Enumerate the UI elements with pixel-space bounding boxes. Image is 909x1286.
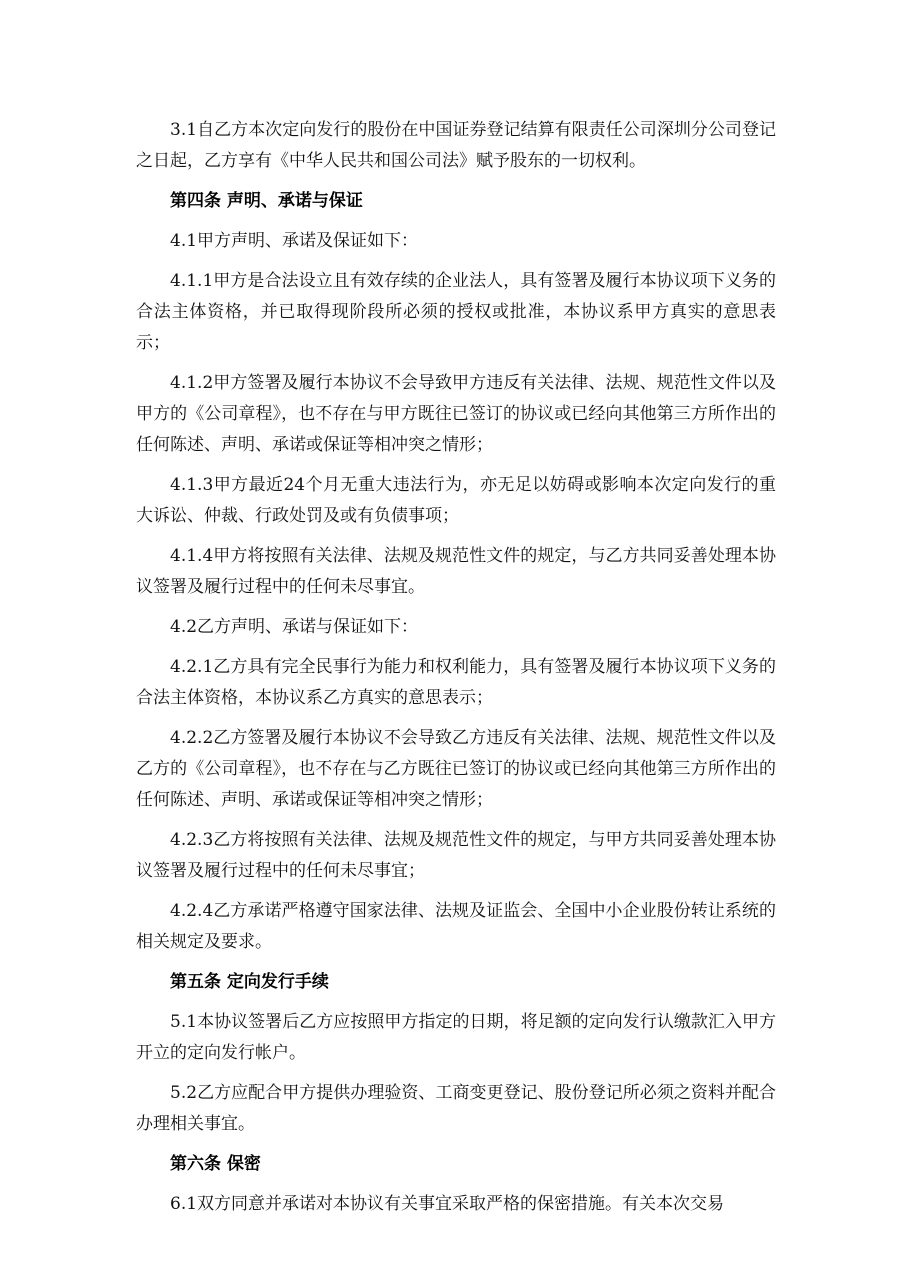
clause-4-2-1: 4.2.1乙方具有完全民事行为能力和权利能力，具有签署及履行本协议项下义务的合法主体资格，本协议系乙方真实的意思表示； <box>136 657 776 708</box>
article-5-heading: 第五条 定向发行手续 <box>170 972 329 992</box>
document-body <box>136 115 776 1229</box>
clause-4-1-3: 4.1.3甲方最近24个月无重大违法行为，亦无足以妨碍或影响本次定向发行的重大诉讼、仲裁、行政处罚及或有负债事项； <box>136 475 776 526</box>
article-4-heading: 第四条 声明、承诺与保证 <box>170 191 363 211</box>
clause-6-1: 6.1双方同意并承诺对本协议有关事宜采取严格的保密措施。有关本次交易 <box>170 1194 725 1214</box>
clause-4-2-3: 4.2.3乙方将按照有关法律、法规及规范性文件的规定，与甲方共同妥善处理本协议签署及履行过程中的任何未尽事宜； <box>136 830 776 881</box>
clause-4-2-4: 4.2.4乙方承诺严格遵守国家法律、法规及证监会、全国中小企业股份转让系统的相关规定及要求。 <box>136 901 776 952</box>
clause-4-2: 4.2乙方声明、承诺与保证如下： <box>170 617 419 637</box>
clause-5-1: 5.1本协议签署后乙方应按照甲方指定的日期，将足额的定向发行认缴款汇入甲方开立的定向发行帐户。 <box>136 1012 776 1063</box>
clause-4-2-2: 4.2.2乙方签署及履行本协议不会导致乙方违反有关法律、法规、规范性文件以及乙方的《公司章程》，也不存在与乙方既往已签订的协议或已经向其他第三方所作出的任何陈述、声明、承诺或保证等相冲突之情形； <box>136 728 776 810</box>
clause-5-2: 5.2乙方应配合甲方提供办理验资、工商变更登记、股份登记所必须之资料并配合办理相关事宜。 <box>136 1083 776 1134</box>
clause-3-1: 3.1自乙方本次定向发行的股份在中国证券登记结算有限责任公司深圳分公司登记之日起，乙方享有《中华人民共和国公司法》赋予股东的一切权利。 <box>136 120 776 171</box>
clause-4-1-4: 4.1.4甲方将按照有关法律、法规及规范性文件的规定，与乙方共同妥善处理本协议签署及履行过程中的任何未尽事宜。 <box>136 546 776 597</box>
clause-4-1-1: 4.1.1甲方是合法设立且有效存续的企业法人，具有签署及履行本协议项下义务的合法主体资格，并已取得现阶段所必须的授权或批准，本协议系甲方真实的意思表示； <box>136 271 776 353</box>
clause-4-1-2: 4.1.2甲方签署及履行本协议不会导致甲方违反有关法律、法规、规范性文件以及甲方的《公司章程》，也不存在与甲方既往已签订的协议或已经向其他第三方所作出的任何陈述、声明、承诺或保证等相冲突之情形； <box>136 373 776 455</box>
clause-4-1: 4.1甲方声明、承诺及保证如下： <box>170 231 419 251</box>
article-6-heading: 第六条 保密 <box>170 1154 261 1174</box>
